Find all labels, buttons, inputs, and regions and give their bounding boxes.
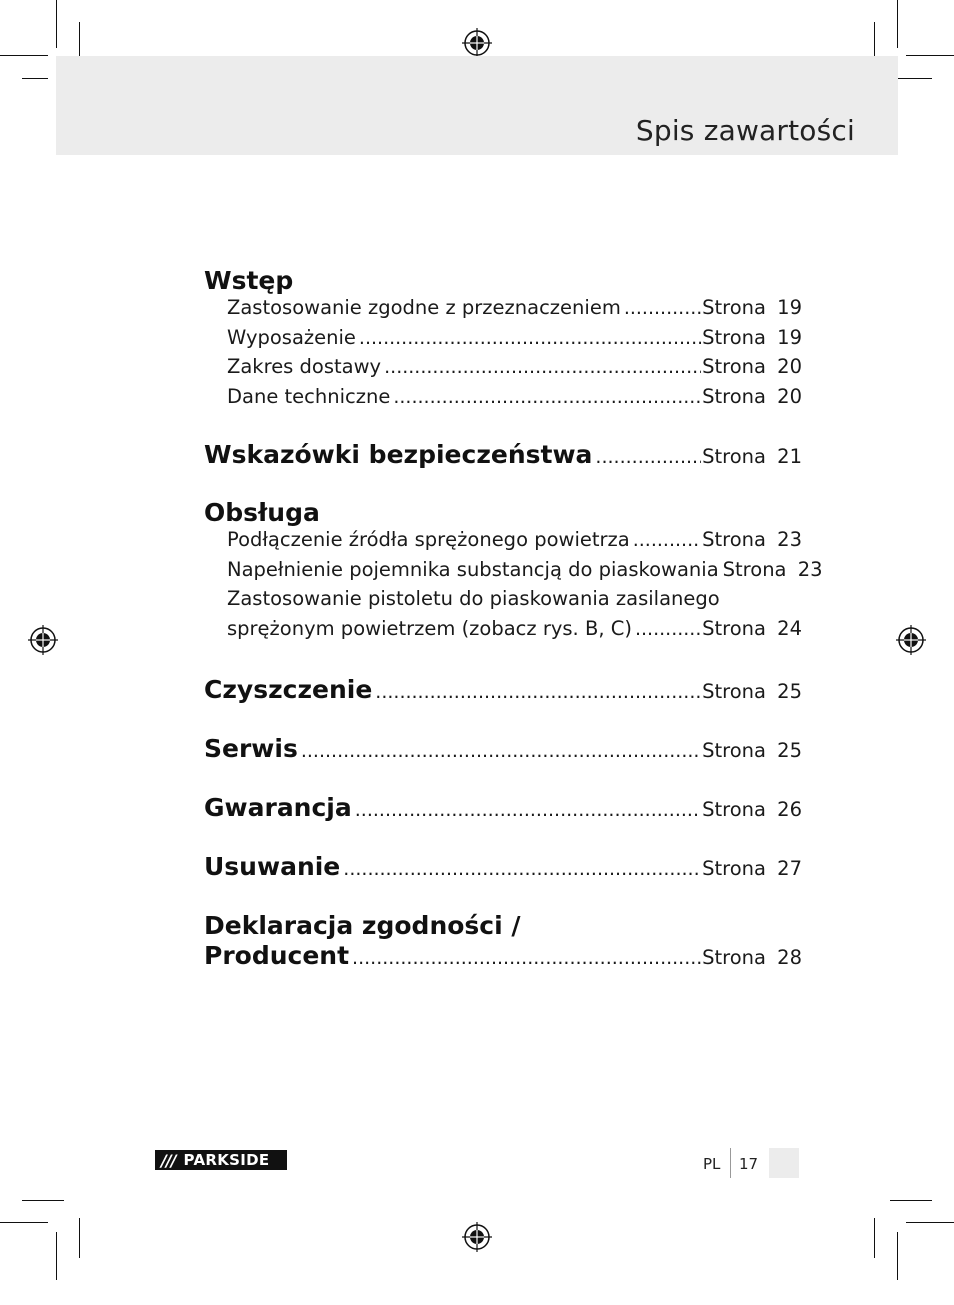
toc-entry-label: Wyposażenie xyxy=(227,325,356,349)
page-word: Strona xyxy=(702,857,766,880)
toc-entry[interactable] xyxy=(204,440,802,470)
toc-section-title: Serwis xyxy=(204,734,298,763)
toc-section-warranty xyxy=(204,793,802,823)
toc-section-declaration xyxy=(204,911,802,971)
page-number: 21 xyxy=(777,445,802,468)
page-word: Strona xyxy=(702,296,766,319)
toc-leader-dots xyxy=(343,858,701,880)
parkside-logo xyxy=(155,1150,287,1170)
toc-page-ref xyxy=(702,355,802,378)
toc-page-ref xyxy=(702,617,802,640)
crop-mark xyxy=(22,1200,64,1201)
page-number: 19 xyxy=(777,325,802,349)
toc-entry[interactable] xyxy=(204,675,802,705)
toc-entry-label: Zakres dostawy xyxy=(227,355,382,378)
toc-leader-dots xyxy=(352,947,701,969)
page-word: Strona xyxy=(702,384,766,408)
toc-leader-dots xyxy=(595,446,701,468)
page-number: 23 xyxy=(797,557,823,581)
toc-section-title-line1: Deklaracja zgodności / xyxy=(204,911,521,940)
toc-section-service xyxy=(204,734,802,764)
toc-entry[interactable] xyxy=(204,793,802,823)
toc-entry[interactable] xyxy=(204,296,802,326)
toc-entry[interactable] xyxy=(204,941,802,971)
page-number: 19 xyxy=(777,296,802,319)
registration-mark-icon xyxy=(462,28,492,58)
toc-section-title: Czyszczenie xyxy=(204,675,373,704)
page-word: Strona xyxy=(702,680,766,703)
toc-section-title-row xyxy=(204,266,802,296)
toc-entry-label: sprężonym powietrzem (zobacz rys. B, C) xyxy=(227,616,632,640)
toc-section-title: Producent xyxy=(204,941,350,970)
toc-section-disposal xyxy=(204,852,802,882)
page-number: 20 xyxy=(777,384,802,408)
crop-mark xyxy=(56,1232,57,1280)
toc-entry[interactable] xyxy=(204,528,802,558)
logo-slashes: /// xyxy=(161,1150,176,1170)
toc-page-ref xyxy=(723,558,823,581)
toc-leader-dots xyxy=(393,386,701,408)
page-word: Strona xyxy=(702,445,766,468)
page-number: 24 xyxy=(777,616,802,640)
toc-page-ref xyxy=(702,326,802,349)
registration-mark-icon xyxy=(896,625,926,655)
page-word: Strona xyxy=(702,616,766,640)
toc-section-title-row xyxy=(204,911,802,941)
toc-page-ref xyxy=(702,798,802,821)
page-title: Spis zawartości xyxy=(635,114,855,147)
toc-leader-dots xyxy=(633,529,701,551)
toc-section-title: Obsługa xyxy=(204,498,320,527)
toc-entry[interactable] xyxy=(204,355,802,385)
toc-leader-dots xyxy=(301,740,701,762)
toc-entry[interactable] xyxy=(204,617,802,647)
page-number: 27 xyxy=(777,857,802,880)
page-number: 25 xyxy=(777,739,802,762)
toc-section-title: Usuwanie xyxy=(204,852,341,881)
crop-mark xyxy=(0,55,48,56)
toc-page-ref xyxy=(702,857,802,880)
toc-entry[interactable] xyxy=(204,557,823,588)
toc-section-title: Wskazówki bezpieczeństwa xyxy=(204,440,593,469)
page-word: Strona xyxy=(722,557,787,581)
toc-section-safety xyxy=(204,440,802,470)
toc-section-cleaning xyxy=(204,675,802,705)
toc-leader-dots xyxy=(375,681,701,703)
page-number: 25 xyxy=(777,680,802,703)
crop-mark xyxy=(906,1222,954,1223)
toc-entry[interactable] xyxy=(204,326,802,356)
toc-entry-label: Dane techniczne xyxy=(227,384,391,408)
toc-page-ref xyxy=(702,680,802,703)
page-number: 26 xyxy=(777,798,802,821)
toc-section-title-row xyxy=(204,498,802,528)
table-of-contents xyxy=(204,266,823,971)
crop-mark xyxy=(79,1218,80,1258)
language-code: PL xyxy=(703,1155,721,1173)
toc-leader-dots xyxy=(635,618,701,640)
footer-tab-box xyxy=(769,1148,799,1178)
page-word: Strona xyxy=(702,946,766,969)
toc-page-ref xyxy=(702,296,802,319)
page-number: 20 xyxy=(777,355,802,378)
crop-mark xyxy=(897,0,898,48)
toc-page-ref xyxy=(702,528,802,551)
page-word: Strona xyxy=(702,355,766,378)
toc-section-title: Wstęp xyxy=(204,266,294,295)
toc-entry-label-line1: Zastosowanie pistoletu do piaskowania zasilanego xyxy=(227,587,720,610)
toc-section-title: Gwarancja xyxy=(204,793,352,822)
footer-divider xyxy=(730,1148,731,1178)
toc-entry[interactable] xyxy=(204,734,802,764)
registration-mark-icon xyxy=(28,625,58,655)
page-number: 28 xyxy=(777,946,802,969)
toc-section-introduction xyxy=(204,266,802,414)
crop-mark xyxy=(897,1232,898,1280)
toc-entry[interactable] xyxy=(204,385,802,415)
crop-mark xyxy=(906,55,954,56)
crop-mark xyxy=(0,1222,48,1223)
toc-page-ref xyxy=(702,739,802,762)
crop-mark xyxy=(56,0,57,48)
crop-mark xyxy=(22,78,48,79)
toc-leader-dots xyxy=(359,327,701,349)
page-number-footer: 17 xyxy=(739,1155,759,1173)
toc-entry[interactable] xyxy=(204,852,802,882)
toc-entry-label: Podłączenie źródła sprężonego powietrza xyxy=(227,528,630,551)
toc-page-ref xyxy=(702,946,802,969)
toc-leader-dots xyxy=(384,356,701,378)
registration-mark-icon xyxy=(462,1222,492,1252)
page-word: Strona xyxy=(702,528,766,551)
page-word: Strona xyxy=(702,798,766,821)
toc-page-ref xyxy=(702,385,802,408)
toc-entry-label: Zastosowanie zgodne z przeznaczeniem xyxy=(227,296,621,319)
page-word: Strona xyxy=(702,739,766,762)
crop-mark xyxy=(874,1218,875,1258)
toc-leader-dots xyxy=(355,799,701,821)
page-number: 23 xyxy=(777,528,802,551)
toc-leader-dots xyxy=(624,297,701,319)
page-word: Strona xyxy=(702,325,766,349)
toc-section-operation xyxy=(204,498,823,646)
crop-mark xyxy=(890,1200,932,1201)
toc-page-ref xyxy=(702,445,802,468)
toc-entry-label: Napełnienie pojemnika substancją do piaskowania xyxy=(227,557,719,581)
logo-brand: PARKSIDE xyxy=(183,1151,270,1169)
